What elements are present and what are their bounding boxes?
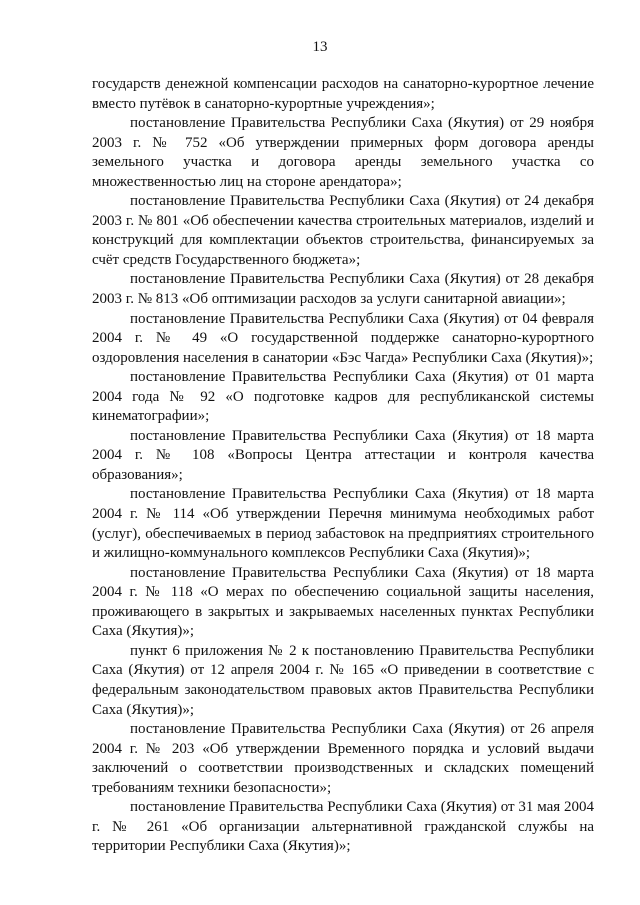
paragraph-resolution-92: постановление Правительства Республики Саха (Якутия) от 01 марта 2004 года № 92 «О подготовке кадров для республиканской системы кинематографии»; [92, 369, 594, 425]
page-number: 13 [312, 39, 328, 55]
paragraph-resolution-165-item-6: пункт 6 приложения № 2 к постановлению Правительства Республики Саха (Якутия) от 12 апреля 2004 г. № 165 «О приведении в соответствие с федеральным законодательством правовых актов Правительства Республики Саха (Якутия)»; [92, 642, 594, 718]
paragraph-resolution-203: постановление Правительства Республики Саха (Якутия) от 26 апреля 2004 г. № 203 «Об утверждении Временного порядка и условий выдачи заключений о соответствии производственных и складских помещений требованиям техники безопасности»; [92, 721, 594, 796]
paragraph-resolution-261: постановление Правительства Республики Саха (Якутия) от 31 мая 2004 г. № 261 «Об организации альтернативной гражданской службы на территории Республики Саха (Якутия)»; [92, 799, 594, 855]
paragraph-resolution-49: постановление Правительства Республики Саха (Якутия) от 04 февраля 2004 г. № 49 «О государственной поддержке санаторно-курортного оздоровления населения в санатории «Бэс Чагда» Республики Саха (Якутия)»; [92, 310, 594, 366]
paragraph-resolution-813: постановление Правительства Республики Саха (Якутия) от 28 декабря 2003 г. № 813 «Об оптимизации расходов за услуги санитарной авиации»; [92, 271, 594, 308]
paragraph-resolution-114: постановление Правительства Республики Саха (Якутия) от 18 марта 2004 г. № 114 «Об утверждении Перечня минимума необходимых работ (услуг), обеспечиваемых в период забастовок на предприятиях строительного и жилищно-коммунального комплексов Республики Саха (Якутия)»; [92, 486, 594, 562]
paragraph-continued: государств денежной компенсации расходов на санаторно-курортное лечение вместо путёвок в санаторно-курортные учреждения»; [92, 76, 594, 112]
paragraph-resolution-752: постановление Правительства Республики Саха (Якутия) от 29 ноября 2003 г. № 752 «Об утверждении примерных форм договора аренды земельного участка и договора аренды земельного участка со множественностью лиц на стороне арендатора»; [92, 115, 594, 190]
paragraph-resolution-108: постановление Правительства Республики Саха (Якутия) от 18 марта 2004 г. № 108 «Вопросы Центра аттестации и контроля качества образования»; [92, 427, 594, 483]
paragraph-resolution-801: постановление Правительства Республики Саха (Якутия) от 24 декабря 2003 г. № 801 «Об обеспечении качества строительных материалов, изделий и конструкций для комплектации объектов строительства, финансируемых за счёт средств Государственного бюджета»; [92, 193, 594, 268]
document-body [92, 75, 594, 857]
paragraph-resolution-118: постановление Правительства Республики Саха (Якутия) от 18 марта 2004 г. № 118 «О мерах по обеспечению социальной защиты населения, проживающего в закрытых и закрываемых населенных пунктах Республики Саха (Якутия)»; [92, 564, 594, 640]
